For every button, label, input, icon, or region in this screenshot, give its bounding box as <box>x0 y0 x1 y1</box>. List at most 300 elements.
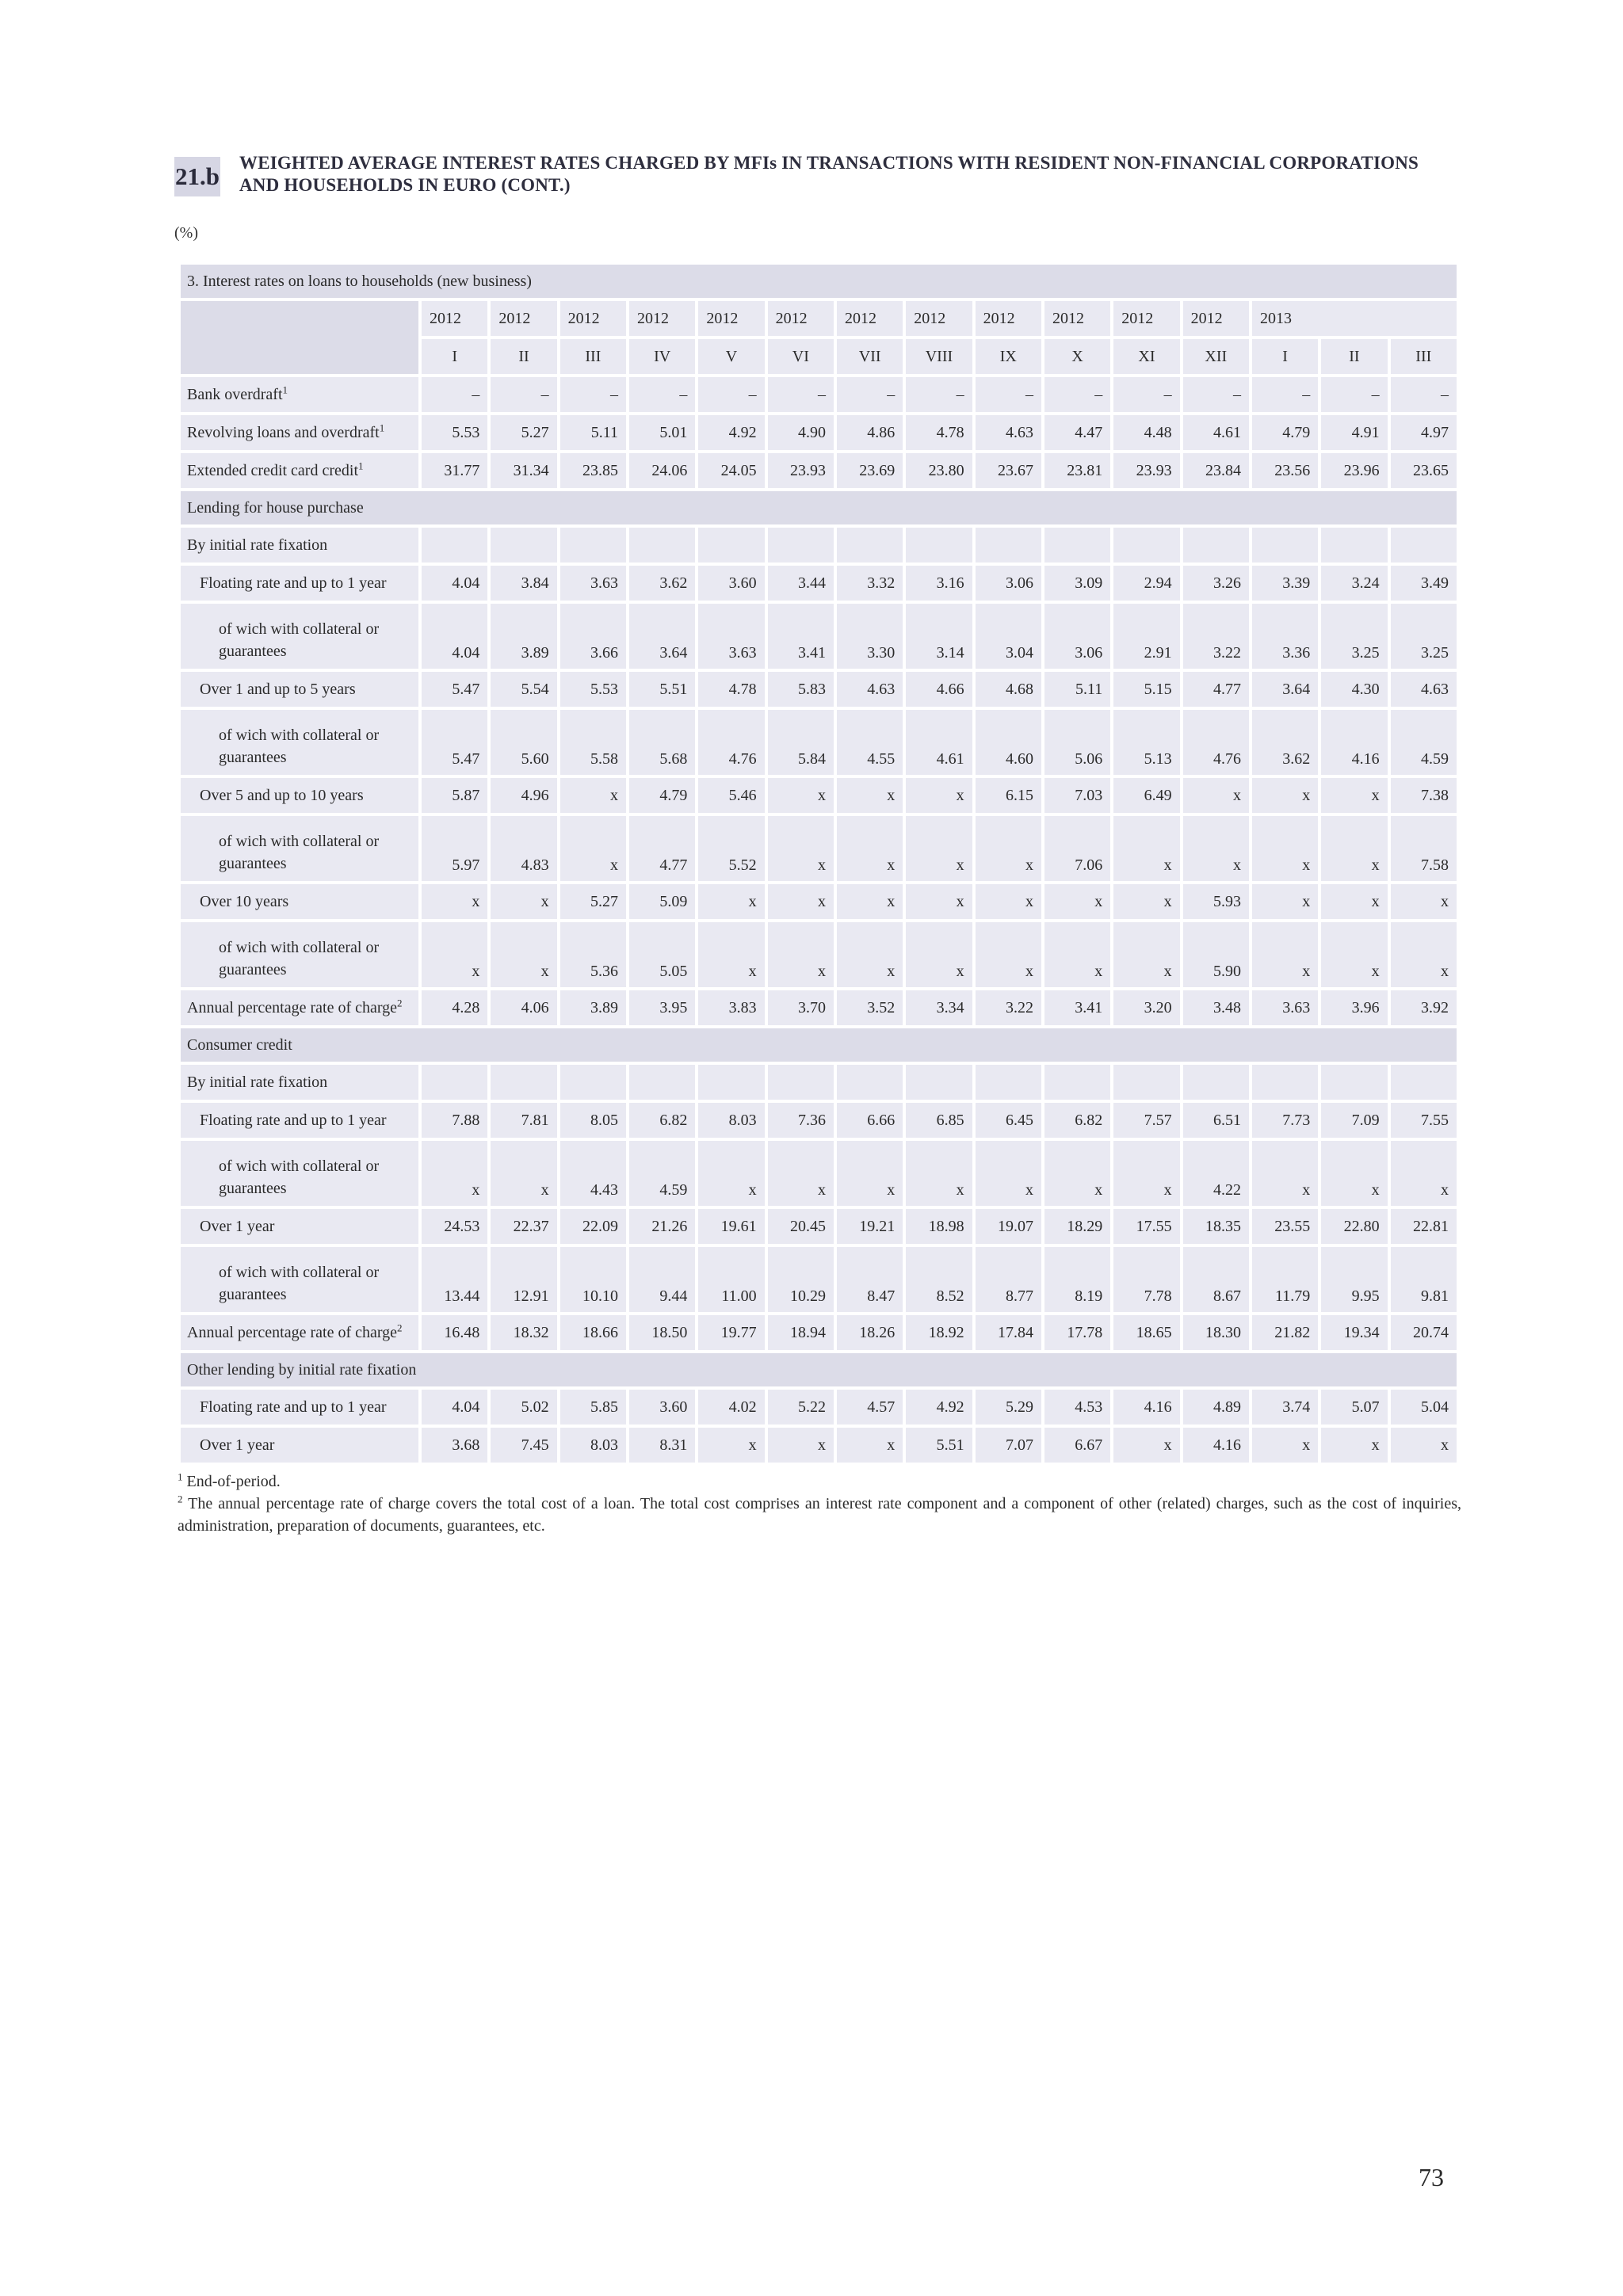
table-cell: 5.51 <box>629 672 695 707</box>
table-cell <box>1183 1065 1249 1100</box>
table-cell: 4.53 <box>1044 1390 1110 1425</box>
table-caption-row <box>181 265 1457 298</box>
table-cell: x <box>1252 1141 1318 1206</box>
row-label <box>181 377 418 412</box>
table-cell: x <box>976 922 1041 987</box>
table-cell: 3.48 <box>1183 990 1249 1025</box>
table-cell: 3.64 <box>1252 672 1318 707</box>
table-cell: 9.44 <box>629 1247 695 1312</box>
table-cell: x <box>1044 1141 1110 1206</box>
table-cell: 3.63 <box>560 566 626 601</box>
table-cell: 4.22 <box>1183 1141 1249 1206</box>
table-cell: x <box>906 816 972 881</box>
table-cell: 3.22 <box>976 990 1041 1025</box>
table-cell: 10.29 <box>768 1247 834 1312</box>
table-cell: 4.66 <box>906 672 972 707</box>
table-cell: – <box>1391 377 1457 412</box>
row-label <box>181 1209 418 1244</box>
table-cell: x <box>837 1428 903 1463</box>
table-cell <box>560 1065 626 1100</box>
table-cell: 4.77 <box>629 816 695 881</box>
table-cell: 3.63 <box>1252 990 1318 1025</box>
table-cell <box>629 528 695 563</box>
table-cell: 31.77 <box>422 453 487 488</box>
table-cell: x <box>1113 922 1179 987</box>
year-header: 2012 <box>837 301 903 336</box>
table-cell: 18.50 <box>629 1315 695 1350</box>
table-cell: 4.78 <box>698 672 764 707</box>
table-cell: x <box>560 778 626 813</box>
table-cell: 3.20 <box>1113 990 1179 1025</box>
table-cell: 4.76 <box>1183 710 1249 775</box>
table-cell: 3.64 <box>629 604 695 669</box>
table-cell: 4.96 <box>491 778 556 813</box>
table-cell <box>837 528 903 563</box>
table-cell: 3.49 <box>1391 566 1457 601</box>
table-cell: 5.85 <box>560 1390 626 1425</box>
table-cell: 5.15 <box>1113 672 1179 707</box>
table-cell: 5.90 <box>1183 922 1249 987</box>
table-cell: 7.06 <box>1044 816 1110 881</box>
table-cell: x <box>698 884 764 919</box>
table-cell: 4.68 <box>976 672 1041 707</box>
row-label-text: of wich with collateral or guarantees <box>219 939 380 978</box>
table-row <box>181 1141 1457 1206</box>
table-cell <box>422 528 487 563</box>
table-cell: 3.25 <box>1391 604 1457 669</box>
table-cell: x <box>906 1141 972 1206</box>
table-cell: 23.81 <box>1044 453 1110 488</box>
table-cell: x <box>906 884 972 919</box>
table-cell: 5.97 <box>422 816 487 881</box>
month-header: IX <box>976 339 1041 374</box>
footnote-marker: 2 <box>397 996 403 1009</box>
section-title: Other lending by initial rate fixation <box>181 1353 1457 1386</box>
table-caption: 3. Interest rates on loans to households (new business) <box>181 265 1457 298</box>
table-cell: 4.60 <box>976 710 1041 775</box>
table-cell <box>1391 1065 1457 1100</box>
table-cell: 4.28 <box>422 990 487 1025</box>
table-row <box>181 990 1457 1025</box>
table-cell: x <box>768 1141 834 1206</box>
month-header: III <box>560 339 626 374</box>
table-cell: 18.30 <box>1183 1315 1249 1350</box>
table-cell: x <box>1391 1428 1457 1463</box>
row-label <box>181 1103 418 1138</box>
table-cell: 6.45 <box>976 1103 1041 1138</box>
table-cell <box>491 528 556 563</box>
footnote-marker: 1 <box>379 421 385 433</box>
table-cell: 3.44 <box>768 566 834 601</box>
row-label-text: Over 1 and up to 5 years <box>200 680 356 698</box>
table-row <box>181 377 1457 412</box>
table-cell: – <box>1113 377 1179 412</box>
table-cell: 5.11 <box>1044 672 1110 707</box>
row-label-text: Floating rate and up to 1 year <box>200 574 387 592</box>
table-cell: 6.67 <box>1044 1428 1110 1463</box>
section-title: Lending for house purchase <box>181 491 1457 524</box>
month-header: II <box>491 339 556 374</box>
table-cell: 7.88 <box>422 1103 487 1138</box>
table-cell: 4.92 <box>906 1390 972 1425</box>
year-header: 2012 <box>560 301 626 336</box>
table-cell: – <box>1321 377 1387 412</box>
table-cell: 17.84 <box>976 1315 1041 1350</box>
table-cell: – <box>491 377 556 412</box>
table-cell: 3.39 <box>1252 566 1318 601</box>
month-header: III <box>1391 339 1457 374</box>
table-cell: 3.32 <box>837 566 903 601</box>
table-cell: 20.45 <box>768 1209 834 1244</box>
footnote-text: The annual percentage rate of charge covers the total cost of a loan. The total cost comprises an interest rate component and a component of other (related) charges, such as the cost of inquiries, administration, preparation of documents, guarantees, etc. <box>178 1495 1461 1535</box>
month-header: VIII <box>906 339 972 374</box>
table-cell: 12.91 <box>491 1247 556 1312</box>
month-header: V <box>698 339 764 374</box>
table-row <box>181 528 1457 563</box>
table-cell <box>1044 1065 1110 1100</box>
table-cell: 19.77 <box>698 1315 764 1350</box>
table-row <box>181 1065 1457 1100</box>
table-cell <box>906 1065 972 1100</box>
table-cell: x <box>1113 816 1179 881</box>
table-cell: x <box>768 816 834 881</box>
table-cell: x <box>422 884 487 919</box>
table-cell: 7.78 <box>1113 1247 1179 1312</box>
table-cell: 5.68 <box>629 710 695 775</box>
table-cell: 3.89 <box>491 604 556 669</box>
footnote-marker: 2 <box>397 1321 403 1333</box>
table-cell: 23.93 <box>768 453 834 488</box>
footnote-mark: 1 <box>178 1470 183 1483</box>
table-cell: 5.11 <box>560 415 626 450</box>
table-cell: – <box>560 377 626 412</box>
table-cell: 9.81 <box>1391 1247 1457 1312</box>
table-cell: 3.52 <box>837 990 903 1025</box>
footnote <box>178 1493 1461 1537</box>
table-cell <box>560 528 626 563</box>
table-cell: 5.93 <box>1183 884 1249 919</box>
table-row <box>181 604 1457 669</box>
row-label <box>181 1247 418 1312</box>
table-cell: 3.41 <box>1044 990 1110 1025</box>
header-corner <box>181 301 418 374</box>
table-cell: – <box>629 377 695 412</box>
row-label <box>181 1315 418 1350</box>
table-cell: – <box>1183 377 1249 412</box>
row-label-text: Over 10 years <box>200 892 289 910</box>
year-header-row <box>181 301 1457 336</box>
table-cell: 16.48 <box>422 1315 487 1350</box>
table-cell: 7.58 <box>1391 816 1457 881</box>
table-cell: x <box>906 922 972 987</box>
month-header: VI <box>768 339 834 374</box>
row-label-text: Annual percentage rate of charge <box>187 1323 398 1341</box>
table-cell: 5.13 <box>1113 710 1179 775</box>
table-cell: x <box>768 922 834 987</box>
table-cell: x <box>837 778 903 813</box>
table-row <box>181 1103 1457 1138</box>
section-title: Consumer credit <box>181 1028 1457 1062</box>
table-cell: x <box>1044 922 1110 987</box>
section-row <box>181 1353 1457 1386</box>
table-cell: 17.55 <box>1113 1209 1179 1244</box>
table-cell: 5.87 <box>422 778 487 813</box>
table-cell: x <box>837 816 903 881</box>
table-cell: 4.91 <box>1321 415 1387 450</box>
table-cell: 5.22 <box>768 1390 834 1425</box>
table-cell: – <box>698 377 764 412</box>
row-label <box>181 1065 418 1100</box>
row-label-text: of wich with collateral or guarantees <box>219 833 380 872</box>
year-header: 2012 <box>768 301 834 336</box>
table-cell: x <box>1113 1428 1179 1463</box>
table-cell: x <box>1252 922 1318 987</box>
table-cell: 5.01 <box>629 415 695 450</box>
table-cell: 3.14 <box>906 604 972 669</box>
table-cell: 6.15 <box>976 778 1041 813</box>
table-cell: 5.09 <box>629 884 695 919</box>
row-label-text: By initial rate fixation <box>187 1073 328 1091</box>
table-cell: 4.04 <box>422 604 487 669</box>
table-cell: x <box>1044 884 1110 919</box>
table-row <box>181 778 1457 813</box>
table-cell: 7.07 <box>976 1428 1041 1463</box>
table-cell: 5.04 <box>1391 1390 1457 1425</box>
table-cell: 10.10 <box>560 1247 626 1312</box>
table-cell: 18.35 <box>1183 1209 1249 1244</box>
table-cell: x <box>491 884 556 919</box>
table-cell: x <box>698 922 764 987</box>
table-cell: – <box>1044 377 1110 412</box>
table-cell: 3.24 <box>1321 566 1387 601</box>
table-cell <box>1391 528 1457 563</box>
table-cell <box>629 1065 695 1100</box>
section-row <box>181 491 1457 524</box>
row-label <box>181 1141 418 1206</box>
table-cell: x <box>1183 778 1249 813</box>
table-cell <box>1252 528 1318 563</box>
table-cell: x <box>422 922 487 987</box>
month-header: I <box>1252 339 1318 374</box>
table-cell: 5.07 <box>1321 1390 1387 1425</box>
table-cell: 23.84 <box>1183 453 1249 488</box>
table-cell <box>906 528 972 563</box>
table-cell <box>422 1065 487 1100</box>
table-cell <box>768 1065 834 1100</box>
table-cell: 3.06 <box>1044 604 1110 669</box>
table-cell: 4.47 <box>1044 415 1110 450</box>
table-cell: 7.45 <box>491 1428 556 1463</box>
footnote-marker: 1 <box>358 459 364 471</box>
month-header: XII <box>1183 339 1249 374</box>
table-cell: 3.36 <box>1252 604 1318 669</box>
table-header <box>174 152 1458 200</box>
table-cell: 8.05 <box>560 1103 626 1138</box>
table-cell: 22.09 <box>560 1209 626 1244</box>
table-cell: 4.59 <box>629 1141 695 1206</box>
row-label-text: Annual percentage rate of charge <box>187 998 398 1016</box>
table-cell: 11.79 <box>1252 1247 1318 1312</box>
row-label-text: Revolving loans and overdraft <box>187 423 380 441</box>
table-cell: 22.81 <box>1391 1209 1457 1244</box>
table-cell: 8.77 <box>976 1247 1041 1312</box>
table-cell: – <box>422 377 487 412</box>
table-cell: 5.02 <box>491 1390 556 1425</box>
table-cell: x <box>1113 884 1179 919</box>
table-cell: x <box>768 778 834 813</box>
table-cell: 5.54 <box>491 672 556 707</box>
table-cell: x <box>837 1141 903 1206</box>
table-row <box>181 1209 1457 1244</box>
table-cell: x <box>1321 922 1387 987</box>
table-row <box>181 453 1457 488</box>
table-cell: 3.60 <box>629 1390 695 1425</box>
table-cell: 7.57 <box>1113 1103 1179 1138</box>
row-label <box>181 710 418 775</box>
table-cell: 5.51 <box>906 1428 972 1463</box>
row-label <box>181 528 418 563</box>
table-cell: x <box>1252 1428 1318 1463</box>
table-cell: 3.70 <box>768 990 834 1025</box>
table-cell: x <box>1391 884 1457 919</box>
table-cell <box>1252 1065 1318 1100</box>
table-cell: 3.25 <box>1321 604 1387 669</box>
table-cell: 19.07 <box>976 1209 1041 1244</box>
table-cell: 13.44 <box>422 1247 487 1312</box>
table-cell <box>1321 1065 1387 1100</box>
table-cell: 9.95 <box>1321 1247 1387 1312</box>
table-cell: 6.49 <box>1113 778 1179 813</box>
table-cell: x <box>1113 1141 1179 1206</box>
table-cell: 18.66 <box>560 1315 626 1350</box>
table-cell: 19.61 <box>698 1209 764 1244</box>
table-cell: 23.85 <box>560 453 626 488</box>
table-cell: x <box>768 1428 834 1463</box>
row-label <box>181 1428 418 1463</box>
table-cell: 3.60 <box>698 566 764 601</box>
table-cell: 4.48 <box>1113 415 1179 450</box>
year-header: 2012 <box>976 301 1041 336</box>
table-cell: 18.26 <box>837 1315 903 1350</box>
table-cell: 6.82 <box>629 1103 695 1138</box>
year-header: 2012 <box>629 301 695 336</box>
table-cell: 2.94 <box>1113 566 1179 601</box>
row-label-text: of wich with collateral or guarantees <box>219 1158 380 1197</box>
table-cell: 4.92 <box>698 415 764 450</box>
table-cell: 5.27 <box>560 884 626 919</box>
table-cell: 4.57 <box>837 1390 903 1425</box>
table-cell: 4.97 <box>1391 415 1457 450</box>
table-cell: 7.38 <box>1391 778 1457 813</box>
table-cell: 18.98 <box>906 1209 972 1244</box>
table-cell: 4.78 <box>906 415 972 450</box>
table-cell: 8.67 <box>1183 1247 1249 1312</box>
table-cell: 4.55 <box>837 710 903 775</box>
table-row <box>181 710 1457 775</box>
table-cell <box>1321 528 1387 563</box>
row-label <box>181 884 418 919</box>
table-cell: 7.03 <box>1044 778 1110 813</box>
footnote-marker: 1 <box>282 383 288 395</box>
table-cell: 22.37 <box>491 1209 556 1244</box>
table-cell: 3.84 <box>491 566 556 601</box>
table-number: 21.b <box>174 157 220 196</box>
year-header: 2012 <box>1183 301 1249 336</box>
row-label-text: of wich with collateral or guarantees <box>219 727 380 766</box>
table-cell: 4.04 <box>422 566 487 601</box>
table-cell: 4.61 <box>906 710 972 775</box>
table-cell: 8.47 <box>837 1247 903 1312</box>
table-cell: 18.94 <box>768 1315 834 1350</box>
table-cell: 24.06 <box>629 453 695 488</box>
table-row <box>181 415 1457 450</box>
year-header: 2012 <box>491 301 556 336</box>
table-cell: 3.66 <box>560 604 626 669</box>
row-label-text: of wich with collateral or guarantees <box>219 620 380 660</box>
table-cell: x <box>560 816 626 881</box>
table-cell: x <box>837 922 903 987</box>
table-cell: 4.02 <box>698 1390 764 1425</box>
table-row <box>181 672 1457 707</box>
table-cell <box>698 1065 764 1100</box>
table-cell: x <box>1391 922 1457 987</box>
table-cell: 4.83 <box>491 816 556 881</box>
table-cell: 18.65 <box>1113 1315 1179 1350</box>
table-cell: x <box>906 778 972 813</box>
year-header: 2012 <box>906 301 972 336</box>
table-cell: 3.06 <box>976 566 1041 601</box>
table-cell: 5.83 <box>768 672 834 707</box>
row-label-text: Floating rate and up to 1 year <box>200 1398 387 1416</box>
table-cell: x <box>976 1141 1041 1206</box>
table-cell: 4.06 <box>491 990 556 1025</box>
table-cell: 17.78 <box>1044 1315 1110 1350</box>
table-cell: 4.30 <box>1321 672 1387 707</box>
section-row <box>181 1028 1457 1062</box>
month-header: X <box>1044 339 1110 374</box>
table-cell: 4.16 <box>1113 1390 1179 1425</box>
table-cell: x <box>768 884 834 919</box>
table-cell <box>1044 528 1110 563</box>
table-cell: 31.34 <box>491 453 556 488</box>
table-cell: x <box>1321 778 1387 813</box>
table-cell: 7.81 <box>491 1103 556 1138</box>
table-cell: 3.04 <box>976 604 1041 669</box>
table-cell: x <box>1321 1141 1387 1206</box>
table-cell: 23.67 <box>976 453 1041 488</box>
table-cell: 4.43 <box>560 1141 626 1206</box>
table-cell: – <box>837 377 903 412</box>
table-cell: 18.92 <box>906 1315 972 1350</box>
table-row <box>181 922 1457 987</box>
row-label-text: By initial rate fixation <box>187 536 328 554</box>
table-cell: 4.16 <box>1183 1428 1249 1463</box>
unit-label: (%) <box>174 224 198 242</box>
table-cell: 6.82 <box>1044 1103 1110 1138</box>
table-cell: x <box>1252 778 1318 813</box>
table-cell: 8.52 <box>906 1247 972 1312</box>
table-cell: 3.68 <box>422 1428 487 1463</box>
table-cell: 23.56 <box>1252 453 1318 488</box>
table-cell: x <box>491 1141 556 1206</box>
table-cell: 8.19 <box>1044 1247 1110 1312</box>
table-cell: 3.09 <box>1044 566 1110 601</box>
month-header: IV <box>629 339 695 374</box>
table-cell: – <box>768 377 834 412</box>
footnotes <box>178 1470 1461 1537</box>
table-cell: 4.76 <box>698 710 764 775</box>
footnote <box>178 1470 1461 1493</box>
